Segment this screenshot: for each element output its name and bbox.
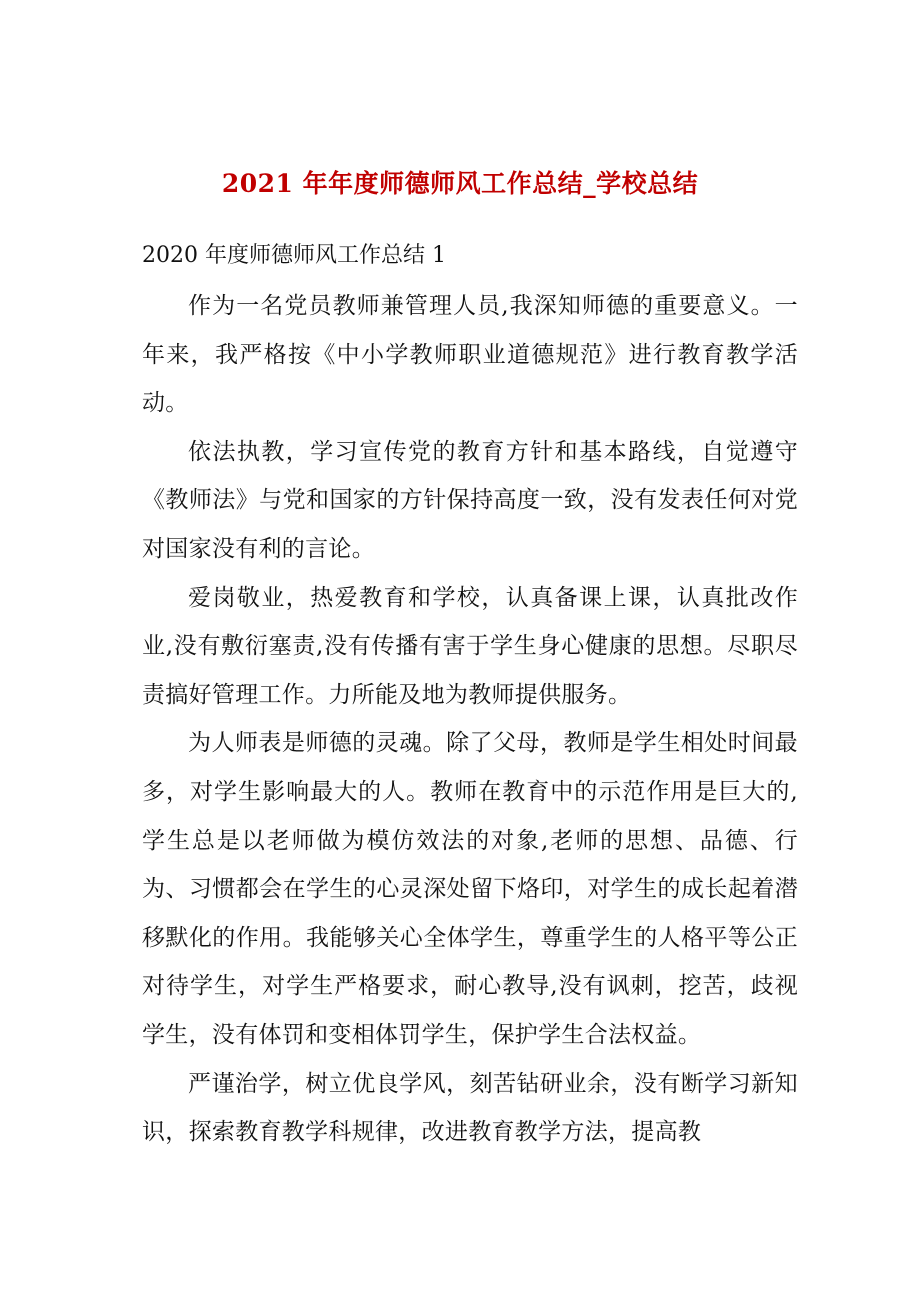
- section-heading: 2020 年度师德师风工作总结 1: [142, 243, 446, 268]
- document-body: [142, 282, 798, 1157]
- document-title: 2021 年年度师德师风工作总结_学校总结: [221, 169, 699, 198]
- paragraph-4: 为人师表是师德的灵魂。除了父母，教师是学生相处时间最多，对学生影响最大的人。教师在教育中的示范作用是巨大的,学生总是以老师做为模仿效法的对象,老师的思想、品德、行为、习惯都会在学生的心灵深处留下烙印，对学生的成长起着潜移默化的作用。我能够关心全体学生，尊重学生的人格平等公正对待学生，对学生严格要求，耐心教导,没有讽刺，挖苦，歧视学生，没有体罚和变相体罚学生，保护学生合法权益。: [142, 730, 798, 1048]
- paragraph-3: 爱岗敬业，热爱教育和学校，认真备课上课，认真批改作业,没有敷衍塞责,没有传播有害于学生身心健康的思想。尽职尽责搞好管理工作。力所能及地为教师提供服务。: [142, 584, 798, 708]
- paragraph-1: 作为一名党员教师兼管理人员,我深知师德的重要意义。一年来，我严格按《中小学教师职业道德规范》进行教育教学活动。: [142, 293, 798, 417]
- paragraph-5: 严谨治学，树立优良学风，刻苦钻研业余，没有断学习新知识，探索教育教学科规律，改进教育教学方法，提高教: [142, 1070, 798, 1146]
- paragraph-2: 依法执教，学习宣传党的教育方针和基本路线，自觉遵守《教师法》与党和国家的方针保持高度一致，没有发表任何对党对国家没有利的言论。: [142, 438, 798, 562]
